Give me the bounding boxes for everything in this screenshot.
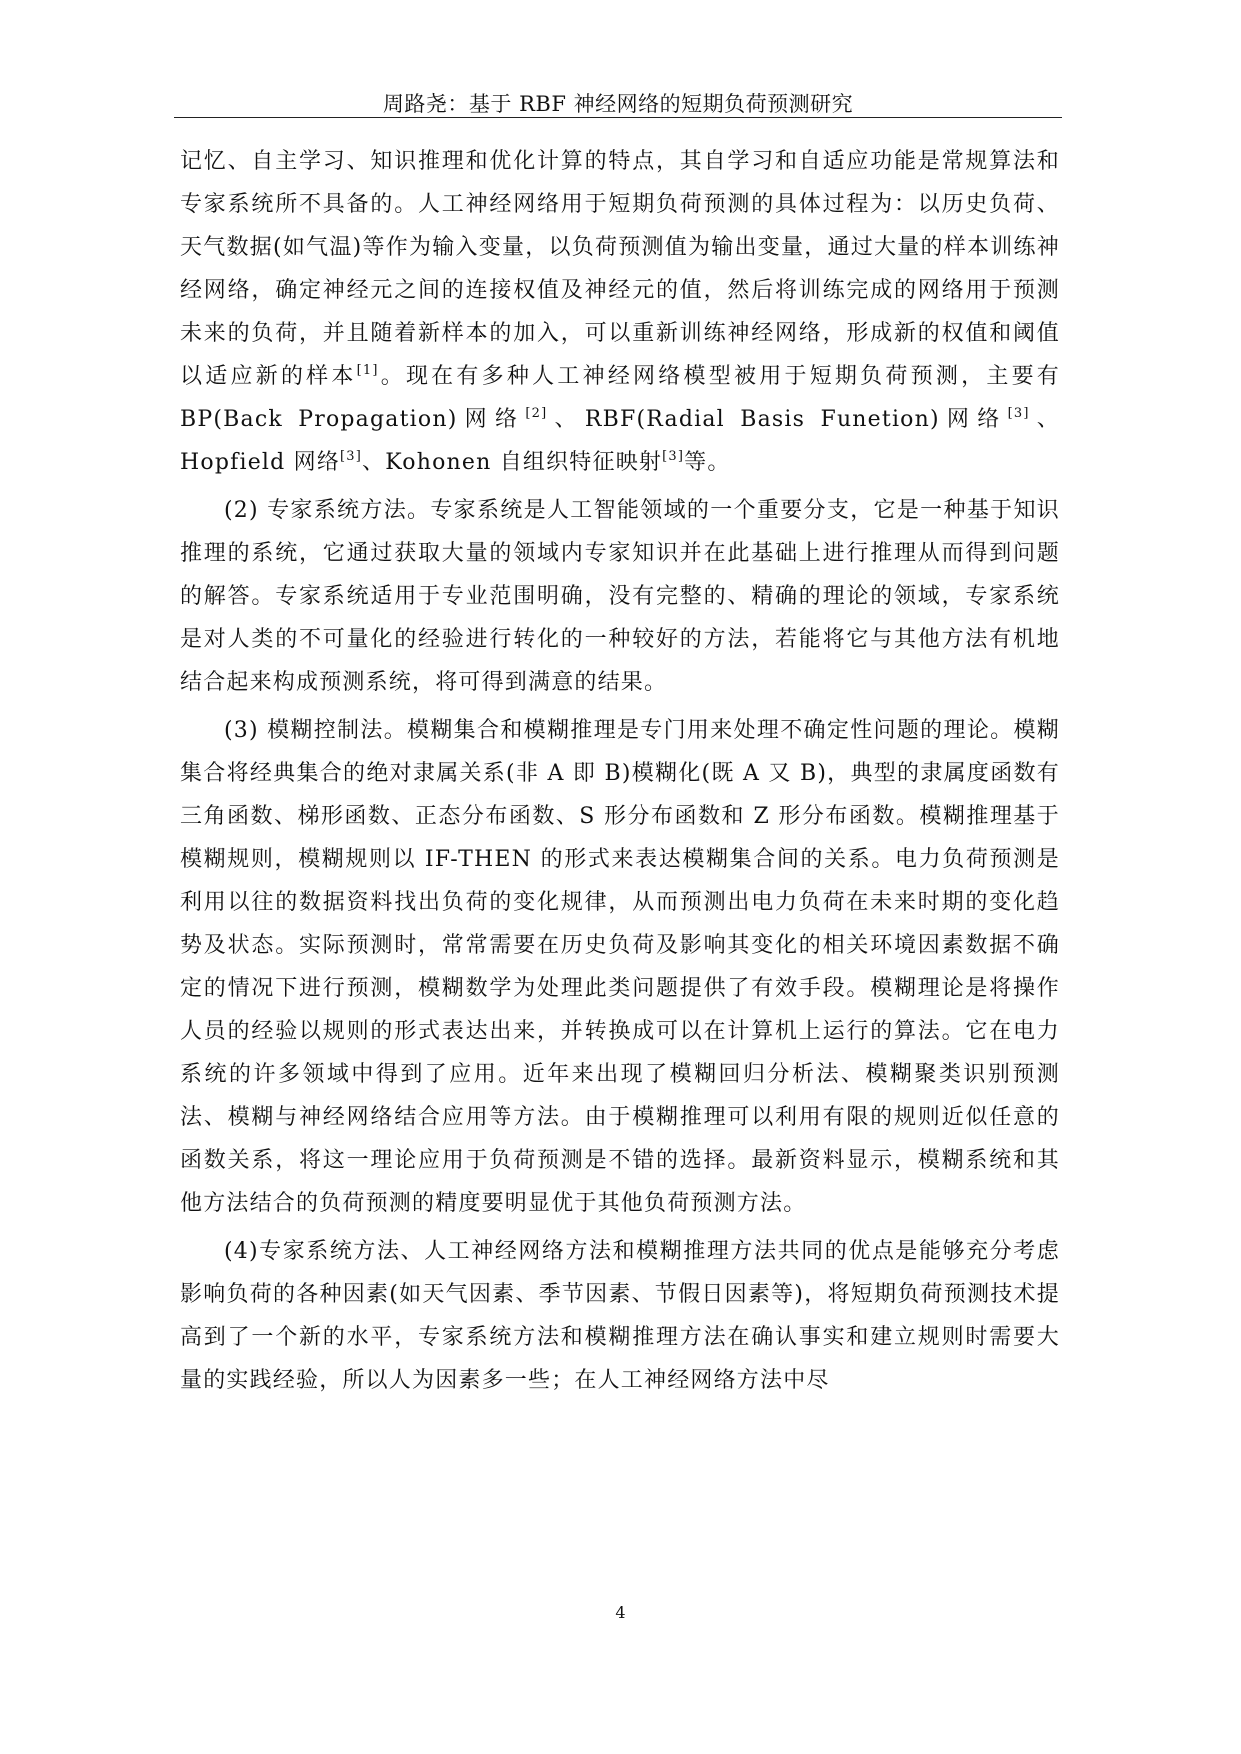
- text-segment: 。现在有多种人工神经网络模型被用于短期负荷预测，主要有 BP(Back Propagation)网络: [180, 364, 1061, 432]
- header-rule: [174, 117, 1062, 118]
- text-segment: 等。: [684, 450, 731, 475]
- paragraph-comparison: (4)专家系统方法、人工神经网络方法和模糊推理方法共同的优点是能够充分考虑影响负荷的各种因素(如天气因素、季节因素、节假日因素等)，将短期负荷预测技术提高到了一个新的水平，专家系统方法和模糊推理方法在确认事实和建立规则时需要大量的实践经验，所以人为因素多一些；在人工神经网络方法中尽: [180, 1239, 1060, 1393]
- text-segment: 、RBF(Radial Basis Funetion)网络: [547, 407, 1008, 432]
- text-segment: 、Hopfield 网络: [180, 407, 1061, 475]
- paragraph-fuzzy-control: (3) 模糊控制法。模糊集合和模糊推理是专门用来处理不确定性问题的理论。模糊集合将经典集合的绝对隶属关系(非 A 即 B)模糊化(既 A 又 B)，典型的隶属度函数有三角函数、梯形函数、正态分布函数、S 形分布函数和 Z 形分布函数。模糊推理基于模糊规则，模糊规则以 IF-THEN 的形式来表达模糊集合间的关系。电力负荷预测是利用以往的数据资料找出负荷的变化规律，从而预测出电力负荷在未来时期的变化趋势及状态。实际预测时，常常需要在历史负荷及影响其变化的相关环境因素数据不确定的情况下进行预测，模糊数学为处理此类问题提供了有效手段。模糊理论是将操作人员的经验以规则的形式表达出来，并转换成可以在计算机上运行的算法。它在电力系统的许多领域中得到了应用。近年来出现了模糊回归分析法、模糊聚类识别预测法、模糊与神经网络结合应用等方法。由于模糊推理可以利用有限的规则近似任意的函数关系，将这一理论应用于负荷预测是不错的选择。最新资料显示，模糊系统和其他方法结合的负荷预测的精度要明显优于其他负荷预测方法。: [180, 718, 1060, 1216]
- text-segment: 、Kohonen 自组织特征映射: [362, 450, 663, 475]
- citation: [3]: [340, 449, 363, 464]
- paragraph-neural-network-methods: [180, 140, 1060, 484]
- running-header: 周路尧：基于 RBF 神经网络的短期负荷预测研究: [382, 92, 854, 116]
- citation: [2]: [525, 406, 548, 421]
- citation: [3]: [662, 449, 685, 464]
- body-text: [180, 140, 1060, 1407]
- page-number: 4: [615, 1603, 626, 1622]
- text-segment: 记忆、自主学习、知识推理和优化计算的特点，其自学习和自适应功能是常规算法和专家系统所不具备的。人工神经网络用于短期负荷预测的具体过程为：以历史负荷、天气数据(如气温)等作为输入变量，以负荷预测值为输出变量，通过大量的样本训练神经网络，确定神经元之间的连接权值及神经元的值，然后将训练完成的网络用于预测未来的负荷，并且随着新样本的加入，可以重新训练神经网络，形成新的权值和阈值以适应新的样本: [180, 149, 1060, 389]
- citation: [3]: [1007, 406, 1030, 421]
- citation: [1]: [356, 363, 379, 378]
- paragraph-expert-system: (2) 专家系统方法。专家系统是人工智能领域的一个重要分支，它是一种基于知识推理的系统，它通过获取大量的领域内专家知识并在此基础上进行推理从而得到问题的解答。专家系统适用于专业范围明确，没有完整的、精确的理论的领域，专家系统是对人类的不可量化的经验进行转化的一种较好的方法，若能将它与其他方法有机地结合起来构成预测系统，将可得到满意的结果。: [180, 498, 1060, 695]
